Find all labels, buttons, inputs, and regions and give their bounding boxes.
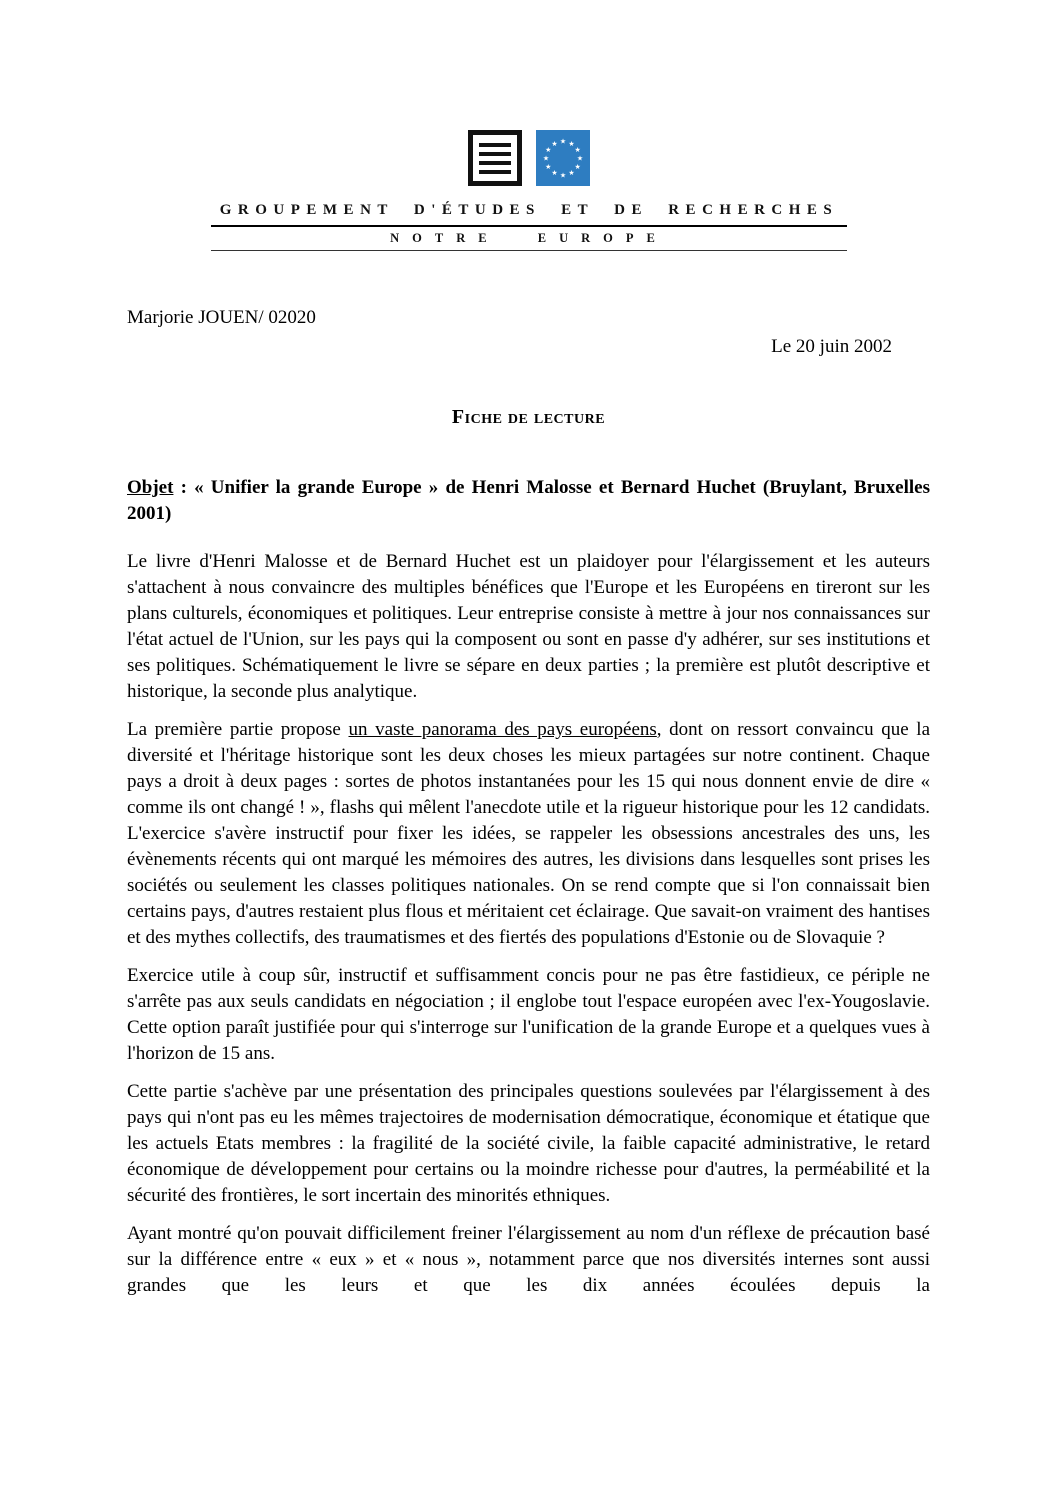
header-rule-top <box>211 225 847 227</box>
subject-text: : « Unifier la grande Europe » de Henri Malosse et Bernard Huchet (Bruylant, Bruxelles 2001) <box>127 477 930 524</box>
svg-text:★: ★ <box>545 146 552 154</box>
org-header <box>211 202 847 251</box>
svg-text:★: ★ <box>551 139 558 148</box>
header-rule-bottom <box>211 250 847 251</box>
paragraph-2-rest: , dont on ressort convaincu que la diversité et l'héritage historique sont les deux choses les mieux partagées sur notre continent. Chaque pays a droit à deux pages : sortes de photos instantanées pour les 15 qui nous donnent envie de dire « comme ils ont changé ! », flashs qui mêlent l'anecdote utile et la rigueur historique pour les 12 candidats. L'exercice s'avère instructif pour fixer les idées, se rappeler les obsessions ancestrales des uns, les évènements récents qui ont marqué les mémoires des autres, les divisions dans lesquelles sont prises les sociétés ou seulement les classes politiques nationales. On se rend compte que si l'on connaissait bien certains pays, d'autres restaient plus flous et méritaient cet éclairage. Que savait-on vraiment des hantises et des mythes collectifs, des traumatismes et des fiertés des populations d'Estonie ou de Slovaquie ? <box>127 719 931 948</box>
paragraph-4: Cette partie s'achève par une présentation des principales questions soulevées par l'élargissement à des pays qui n'ont pas eu les mêmes trajectoires de modernisation démocratique, économique et étatique que les actuels Etats membres : la fragilité de la société civile, la faible capacité administrative, le retard économique de développement pour certains ou la moindre richesse pour d'autres, la perméabilité et la sécurité des frontières, le sort incertain des minorités ethniques. <box>127 1081 930 1206</box>
org-name: GROUPEMENT D'ÉTUDES ET DE RECHERCHES <box>219 202 839 218</box>
paragraph-3: Exercice utile à coup sûr, instructif et suffisamment concis pour ne pas être fastidieux, ce périple ne s'arrête pas aux seuls candidats en négociation ; il englobe tout l'espace européen avec l'ex-Yougoslavie. Cette option paraît justifiée pour qui s'interroge sur l'unification de la grande Europe et a quelques vues à l'horizon de 15 ans. <box>127 965 930 1064</box>
paragraph-1: Le livre d'Henri Malosse et de Bernard Huchet est un plaidoyer pour l'élargissement et les auteurs s'attachent à nous convaincre des multiples bénéfices que l'Europe et les Européens en tireront sur les plans culturels, économiques et politiques. Leur entreprise consiste à mettre à jour nos connaissances sur l'état actuel de l'Union, sur les pays qui la composent ou sont en passe d'y adhérer, sur ses institutions et ses politiques. Schématiquement le livre se sépare en deux parties ; la première est plutôt descriptive et historique, la seconde plus analytique. <box>127 551 930 702</box>
svg-text:★: ★ <box>542 154 550 163</box>
svg-text:★: ★ <box>574 163 581 171</box>
author-reference: Marjorie JOUEN/ 02020 <box>127 307 316 328</box>
svg-text:★: ★ <box>559 137 567 146</box>
svg-text:★: ★ <box>576 154 584 163</box>
subject-line <box>127 475 930 527</box>
document-title: Fiche de lecture <box>451 406 606 428</box>
paragraph-5: Ayant montré qu'on pouvait difficilement freiner l'élargissement au nom d'un réflexe de précaution basé sur la différence entre « eux » et « nous », notamment parce que nos diversités internes sont aussi grandes que les leurs et que les dix années écoulées depuis la <box>127 1223 930 1296</box>
svg-text:★: ★ <box>574 146 581 154</box>
paragraph-2 <box>127 717 930 951</box>
document-date: Le 20 juin 2002 <box>771 336 892 357</box>
underlined-phrase: un vaste panorama des pays européens <box>348 719 657 740</box>
document-lines-icon <box>468 130 522 186</box>
logo <box>0 130 1058 186</box>
svg-text:★: ★ <box>545 163 552 171</box>
svg-text:★: ★ <box>568 139 575 148</box>
document-meta <box>127 307 930 358</box>
org-subtitle: NOTRE EUROPE <box>390 231 668 245</box>
document-body <box>0 307 1058 1299</box>
paragraph-2-lead: La première partie propose <box>127 719 349 740</box>
subject-label: Objet <box>127 477 174 498</box>
svg-text:★: ★ <box>551 169 558 178</box>
eu-flag-stars-icon <box>536 130 590 186</box>
svg-text:★: ★ <box>559 171 567 180</box>
svg-text:★: ★ <box>568 169 575 178</box>
